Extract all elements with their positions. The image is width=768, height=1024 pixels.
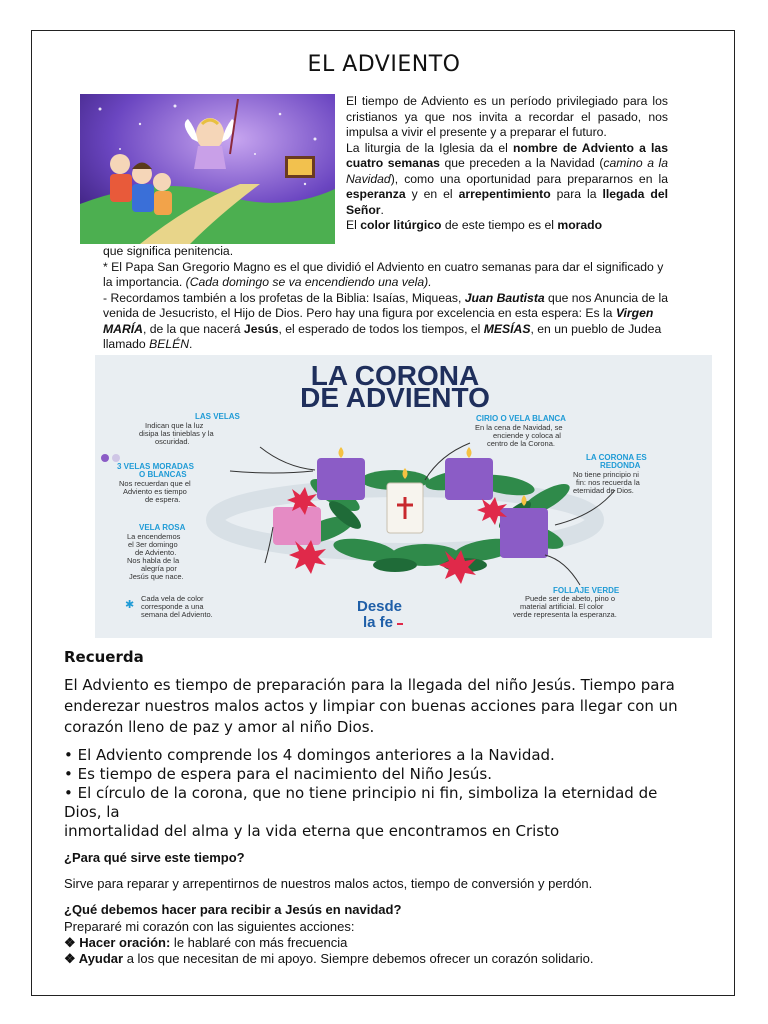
action-ayudar: ❖ Ayudar a los que necesitan de mi apoyo. Siempre debemos ofrecer un corazón solidario. [64, 951, 594, 966]
wide-line-profetas: - Recordamos también a los profetas de la Biblia: Isaías, Miqueas, Juan Bautista que nos Anuncia de la venida de Jesucristo, el Hijo de Dios. Pero hay una figura por excelencia en esta espera: Es la Virgen MARÍA, de la que nacerá Jesús, el esperado de todos los tiempos, el MESÍAS, en un pueblo de Judea llamado BELÉN. [103, 290, 668, 351]
label-velas-line2: disipa las tinieblas y la [139, 429, 214, 438]
label-follaje-title: FOLLAJE VERDE [553, 586, 620, 595]
label-follaje-line1: Puede ser de abeto, pino o [525, 594, 616, 603]
purple-candle-1 [317, 458, 365, 500]
wide-line-penitencia: que significa penitencia. [103, 244, 234, 258]
advent-wreath-infographic [95, 355, 712, 638]
label-rosa-line3: de Adviento. [135, 548, 177, 557]
label-rosa-line1: La encendemos [127, 532, 181, 541]
bullet-circulo-continued: inmortalidad del alma y la vida eterna que encontramos en Cristo [64, 822, 560, 840]
label-moradas-title1: 3 VELAS MORADAS [117, 462, 194, 471]
page-title: EL ADVIENTO [307, 52, 461, 77]
question-que-hacer: ¿Qué debemos hacer para recibir a Jesús en navidad? [64, 902, 402, 917]
label-redonda-title1: LA CORONA ES [586, 453, 647, 462]
label-cirio-line1: En la cena de Navidad, se [475, 423, 563, 432]
label-cirio-line2: enciende y coloca al [493, 431, 561, 440]
label-moradas-line2: Adviento es tiempo [123, 487, 187, 496]
label-color-line2: corresponde a una [141, 602, 204, 611]
label-rosa-line5: alegría por [141, 564, 177, 573]
label-color-line3: semana del Adviento. [141, 610, 213, 619]
label-moradas-line3: de espera. [145, 495, 181, 504]
recuerda-bullets [64, 746, 679, 841]
label-rosa-line4: Nos habla de la [127, 556, 180, 565]
pink-candle [273, 507, 321, 545]
logo-line1: Desde [357, 598, 403, 615]
label-rosa-line2: el 3er domingo [128, 540, 178, 549]
purple-candle-3 [500, 508, 548, 558]
advent-cartoon-illustration [80, 94, 335, 244]
intro-paragraph-3: El color litúrgico de este tiempo es el morado [346, 218, 603, 232]
logo-line2: la fe [363, 614, 394, 631]
intro-text [346, 94, 668, 234]
recuerda-heading: Recuerda [64, 648, 144, 666]
label-redonda-title2: REDONDA [600, 461, 641, 470]
action-oracion: ❖ Hacer oración: le hablaré con más frecuencia [64, 935, 348, 950]
logo-accent [397, 623, 403, 625]
purple-dot [101, 454, 109, 462]
label-velas-title: LAS VELAS [195, 412, 240, 421]
label-cirio-line3: centro de la Corona. [487, 439, 555, 448]
bullet-domingos: • El Adviento comprende los 4 domingos anteriores a la Navidad. [64, 746, 555, 764]
label-rosa-title: VELA ROSA [139, 523, 186, 532]
snowflake-icon: ✱ [125, 599, 135, 611]
infographic-title-line1: LA CORONA [310, 360, 480, 391]
label-follaje-line2: material artificial. El color [520, 602, 604, 611]
infographic-title-line2: DE ADVIENTO [300, 382, 490, 413]
label-moradas-title2: O BLANCAS [139, 470, 187, 479]
label-velas-line3: oscuridad. [155, 437, 190, 446]
label-redonda-line2: fin: nos recuerda la [576, 478, 640, 487]
label-redonda-line3: eternidad de Dios. [573, 486, 634, 495]
purple-candle-2 [445, 458, 493, 500]
wide-line-gregorio: * El Papa San Gregorio Magno es el que dividió el Adviento en cuatro semanas para dar el significado y la importancia. (Cada domingo se va encendiendo una vela). [103, 259, 664, 289]
bullet-espera: • Es tiempo de espera para el nacimiento del Niño Jesús. [64, 765, 493, 783]
label-moradas-line1: Nos recuerdan que el [119, 479, 191, 488]
label-rosa-line6: Jesús que nace. [129, 572, 184, 581]
recuerda-paragraph: El Adviento es tiempo de preparación para la llegada del niño Jesús. Tiempo para enderezar nuestros malos actos y limpiar con buenas acciones para llegar con un corazón lleno de paz y amor al niño Dios. [64, 676, 678, 736]
answer-para-que: Sirve para reparar y arrepentirnos de nuestros malos actos, tiempo de conversión y perdón. [64, 876, 593, 891]
answer-intro: Prepararé mi corazón con las siguientes acciones: [64, 919, 355, 934]
wide-text [103, 244, 668, 353]
label-velas-line1: Indican que la luz [145, 421, 204, 430]
label-color-line1: Cada vela de color [141, 594, 204, 603]
label-redonda-line1: No tiene principio ni [573, 470, 639, 479]
question-para-que: ¿Para qué sirve este tiempo? [64, 850, 245, 865]
label-follaje-line3: verde representa la esperanza. [513, 610, 617, 619]
intro-paragraph-1: El tiempo de Adviento es un período privilegiado para los cristianos ya que nos invita a recordar el pasado, nos impulsa a vivir el presente y a preparar el futuro. [346, 94, 668, 139]
intro-paragraph-2: La liturgia de la Iglesia da el nombre de Adviento a las cuatro semanas que preceden a la Navidad (camino a la Navidad), como una oportunidad para prepararnos en la esperanza y en el arrepentimiento para la llegada del Señor. [346, 140, 668, 217]
bullet-circulo: • El círculo de la corona, que no tiene principio ni fin, simboliza la eternidad de Dios, la [64, 784, 658, 821]
label-cirio-title: CIRIO O VELA BLANCA [476, 414, 566, 423]
answer-que-hacer [64, 919, 594, 967]
light-dot [112, 454, 120, 462]
